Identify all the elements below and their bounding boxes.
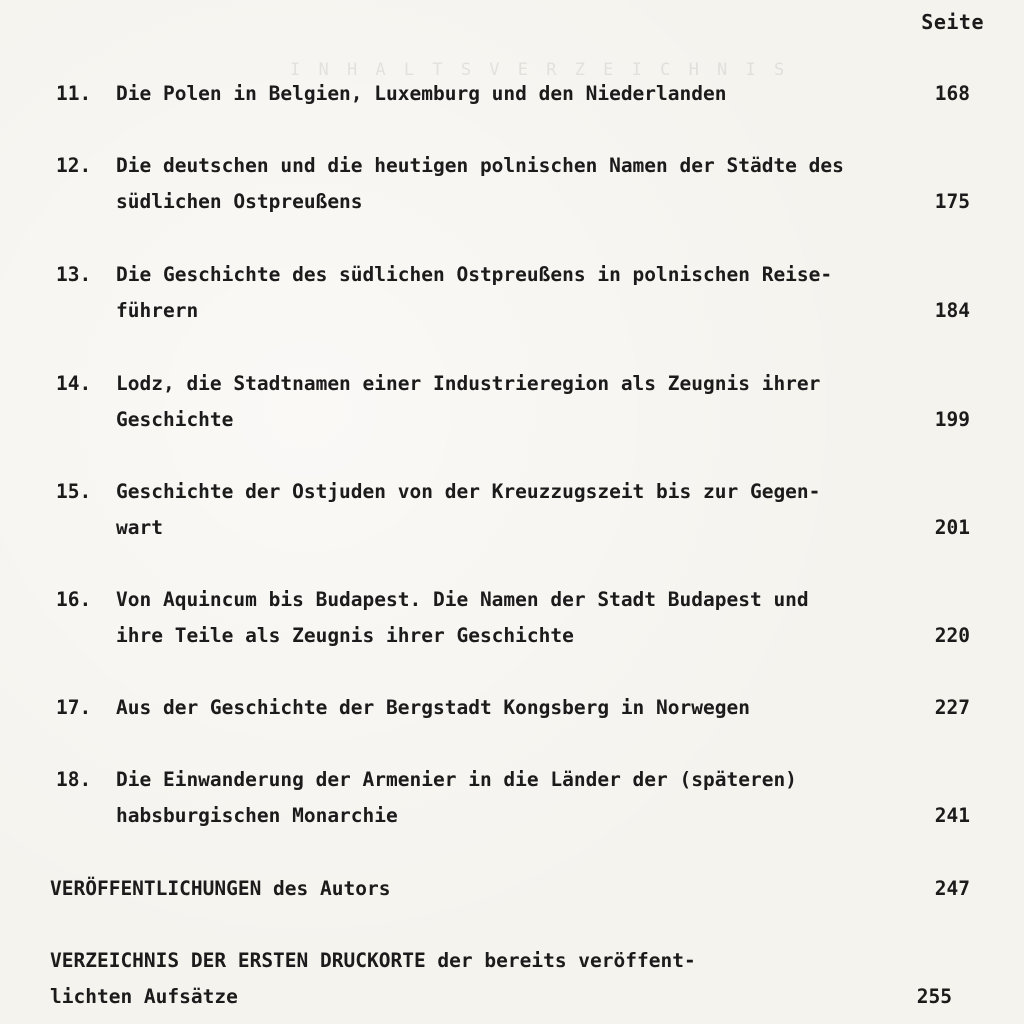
entry-title-line: Lodz, die Stadtnamen einer Industrieregion als Zeugnis ihrer bbox=[116, 372, 821, 395]
entry-title-line: Die Einwanderung der Armenier in die Länder der (späteren) bbox=[116, 768, 797, 791]
entry-title-line: wart bbox=[116, 516, 163, 539]
entry-page-number: 227 bbox=[934, 696, 970, 719]
entry-title-line: Von Aquincum bis Budapest. Die Namen der Stadt Budapest und bbox=[116, 588, 809, 611]
entry-page-number: 220 bbox=[934, 624, 970, 647]
entry-title-line: Die deutschen und die heutigen polnischen Namen der Städte des bbox=[116, 154, 844, 177]
entry-title-line: Aus der Geschichte der Bergstadt Kongsberg in Norwegen bbox=[116, 696, 750, 719]
entry-title-line: Geschichte bbox=[116, 408, 234, 431]
entry-title-line: Die Geschichte des südlichen Ostpreußens in polnischen Reise- bbox=[116, 263, 833, 286]
entry-title-line: VERÖFFENTLICHUNGEN des Autors bbox=[50, 877, 391, 900]
entry-page-number: 168 bbox=[934, 82, 970, 105]
entry-title-line: lichten Aufsätze bbox=[50, 985, 238, 1008]
entry-number: 17. bbox=[56, 696, 92, 719]
entry-title-line: Geschichte der Ostjuden von der Kreuzzugszeit bis zur Gegen- bbox=[116, 480, 821, 503]
seite-column-header: Seite bbox=[921, 10, 984, 34]
entry-title-line: Die Polen in Belgien, Luxemburg und den Niederlanden bbox=[116, 82, 727, 105]
entry-title-line: habsburgischen Monarchie bbox=[116, 804, 398, 827]
entry-number: 12. bbox=[56, 154, 92, 177]
entry-page-number: 199 bbox=[934, 408, 970, 431]
entry-number: 11. bbox=[56, 82, 92, 105]
entry-title-line: VERZEICHNIS DER ERSTEN DRUCKORTE der bereits veröffent- bbox=[50, 949, 696, 972]
entry-title-line: führern bbox=[116, 299, 199, 322]
entry-number: 13. bbox=[56, 263, 92, 286]
entry-page-number: 201 bbox=[934, 516, 970, 539]
entry-title-line: südlichen Ostpreußens bbox=[116, 190, 363, 213]
entry-number: 18. bbox=[56, 768, 92, 791]
entry-page-number: 247 bbox=[934, 877, 970, 900]
entry-number: 15. bbox=[56, 480, 92, 503]
show-through-text: I N H A L T S V E R Z E I C H N I S bbox=[290, 60, 789, 80]
entry-page-number: 184 bbox=[934, 299, 970, 322]
entry-page-number: 255 bbox=[916, 985, 952, 1008]
entry-number: 16. bbox=[56, 588, 92, 611]
entry-page-number: 175 bbox=[934, 190, 970, 213]
entry-title-line: ihre Teile als Zeugnis ihrer Geschichte bbox=[116, 624, 574, 647]
entry-number: 14. bbox=[56, 372, 92, 395]
entry-page-number: 241 bbox=[934, 804, 970, 827]
